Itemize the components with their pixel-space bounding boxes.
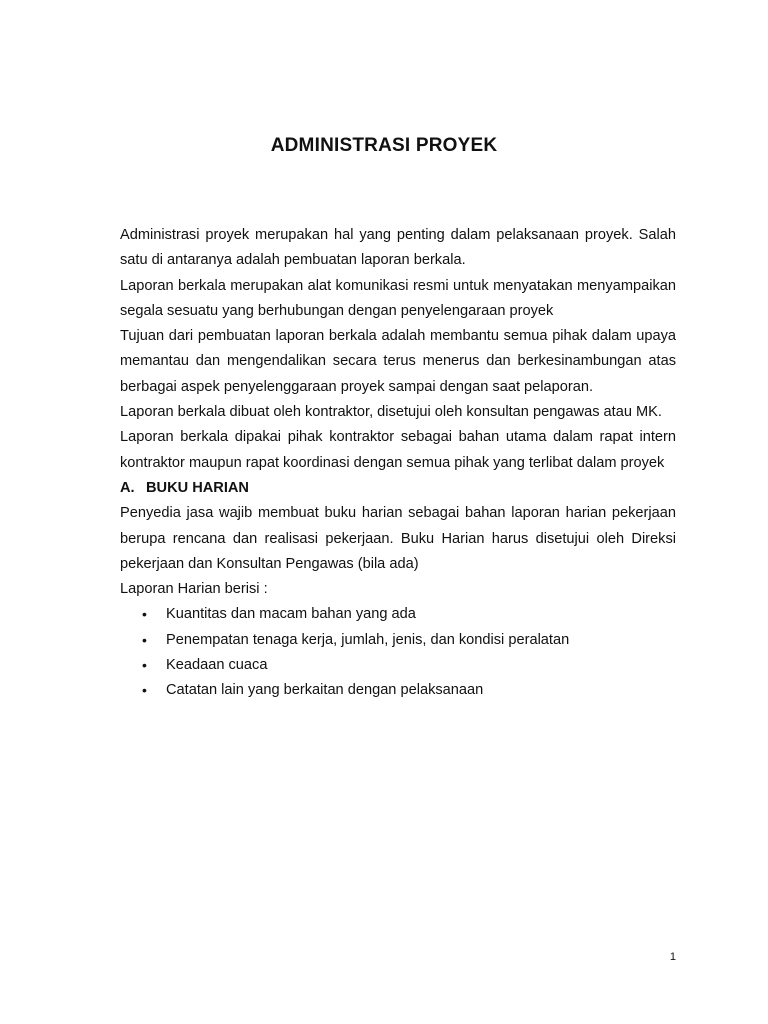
list-item <box>142 678 676 703</box>
bullet-icon: • <box>142 631 147 648</box>
bullet-icon: • <box>142 606 147 623</box>
document-body <box>120 223 676 704</box>
intro-paragraph-4: Laporan berkala dibuat oleh kontraktor, disetujui oleh konsultan pengawas atau MK. <box>120 404 662 421</box>
list-item <box>142 602 676 627</box>
page-number: 1 <box>669 951 676 963</box>
intro-paragraph-5: Laporan berkala dipakai pihak kontraktor sebagai bahan utama dalam rapat intern kontraktor maupun rapat koordinasi dengan semua pihak yang terlibat dalam proyek <box>120 429 676 471</box>
bullet-icon: • <box>142 682 147 699</box>
list-item-text: Kuantitas dan macam bahan yang ada <box>166 606 416 623</box>
section-a-list-intro: Laporan Harian berisi : <box>120 581 268 598</box>
list-item <box>142 628 676 653</box>
list-item <box>142 653 676 678</box>
section-a-paragraph: Penyedia jasa wajib membuat buku harian sebagai bahan laporan harian pekerjaan berupa rencana dan realisasi pekerjaan. Buku Harian harus disetujui oleh Direksi pekerjaan dan Konsultan Pengawas (bila ada) <box>120 505 676 572</box>
intro-paragraph-2: Laporan berkala merupakan alat komunikasi resmi untuk menyatakan menyampaikan segala sesuatu yang berhubungan dengan penyelengaraan proyek <box>120 277 676 319</box>
section-a-heading <box>120 476 676 501</box>
section-a-title: BUKU HARIAN <box>146 479 249 496</box>
intro-paragraph-3: Tujuan dari pembuatan laporan berkala adalah membantu semua pihak dalam upaya memantau dan mengendalikan secara terus menerus dan berkesinambungan atas berbagai aspek penyelenggaraan proyek sampai dengan saat pelaporan. <box>120 328 676 395</box>
section-a-bullet-list <box>120 602 676 703</box>
list-item-text: Keadaan cuaca <box>166 657 268 674</box>
intro-paragraph-1: Administrasi proyek merupakan hal yang penting dalam pelaksanaan proyek. Salah satu di antaranya adalah pembuatan laporan berkala. <box>120 227 676 269</box>
document-title: ADMINISTRASI PROYEK <box>270 135 498 156</box>
section-a-number: A. <box>120 479 135 496</box>
list-item-text: Catatan lain yang berkaitan dengan pelaksanaan <box>166 682 484 699</box>
list-item-text: Penempatan tenaga kerja, jumlah, jenis, dan kondisi peralatan <box>166 631 570 648</box>
bullet-icon: • <box>142 657 147 674</box>
